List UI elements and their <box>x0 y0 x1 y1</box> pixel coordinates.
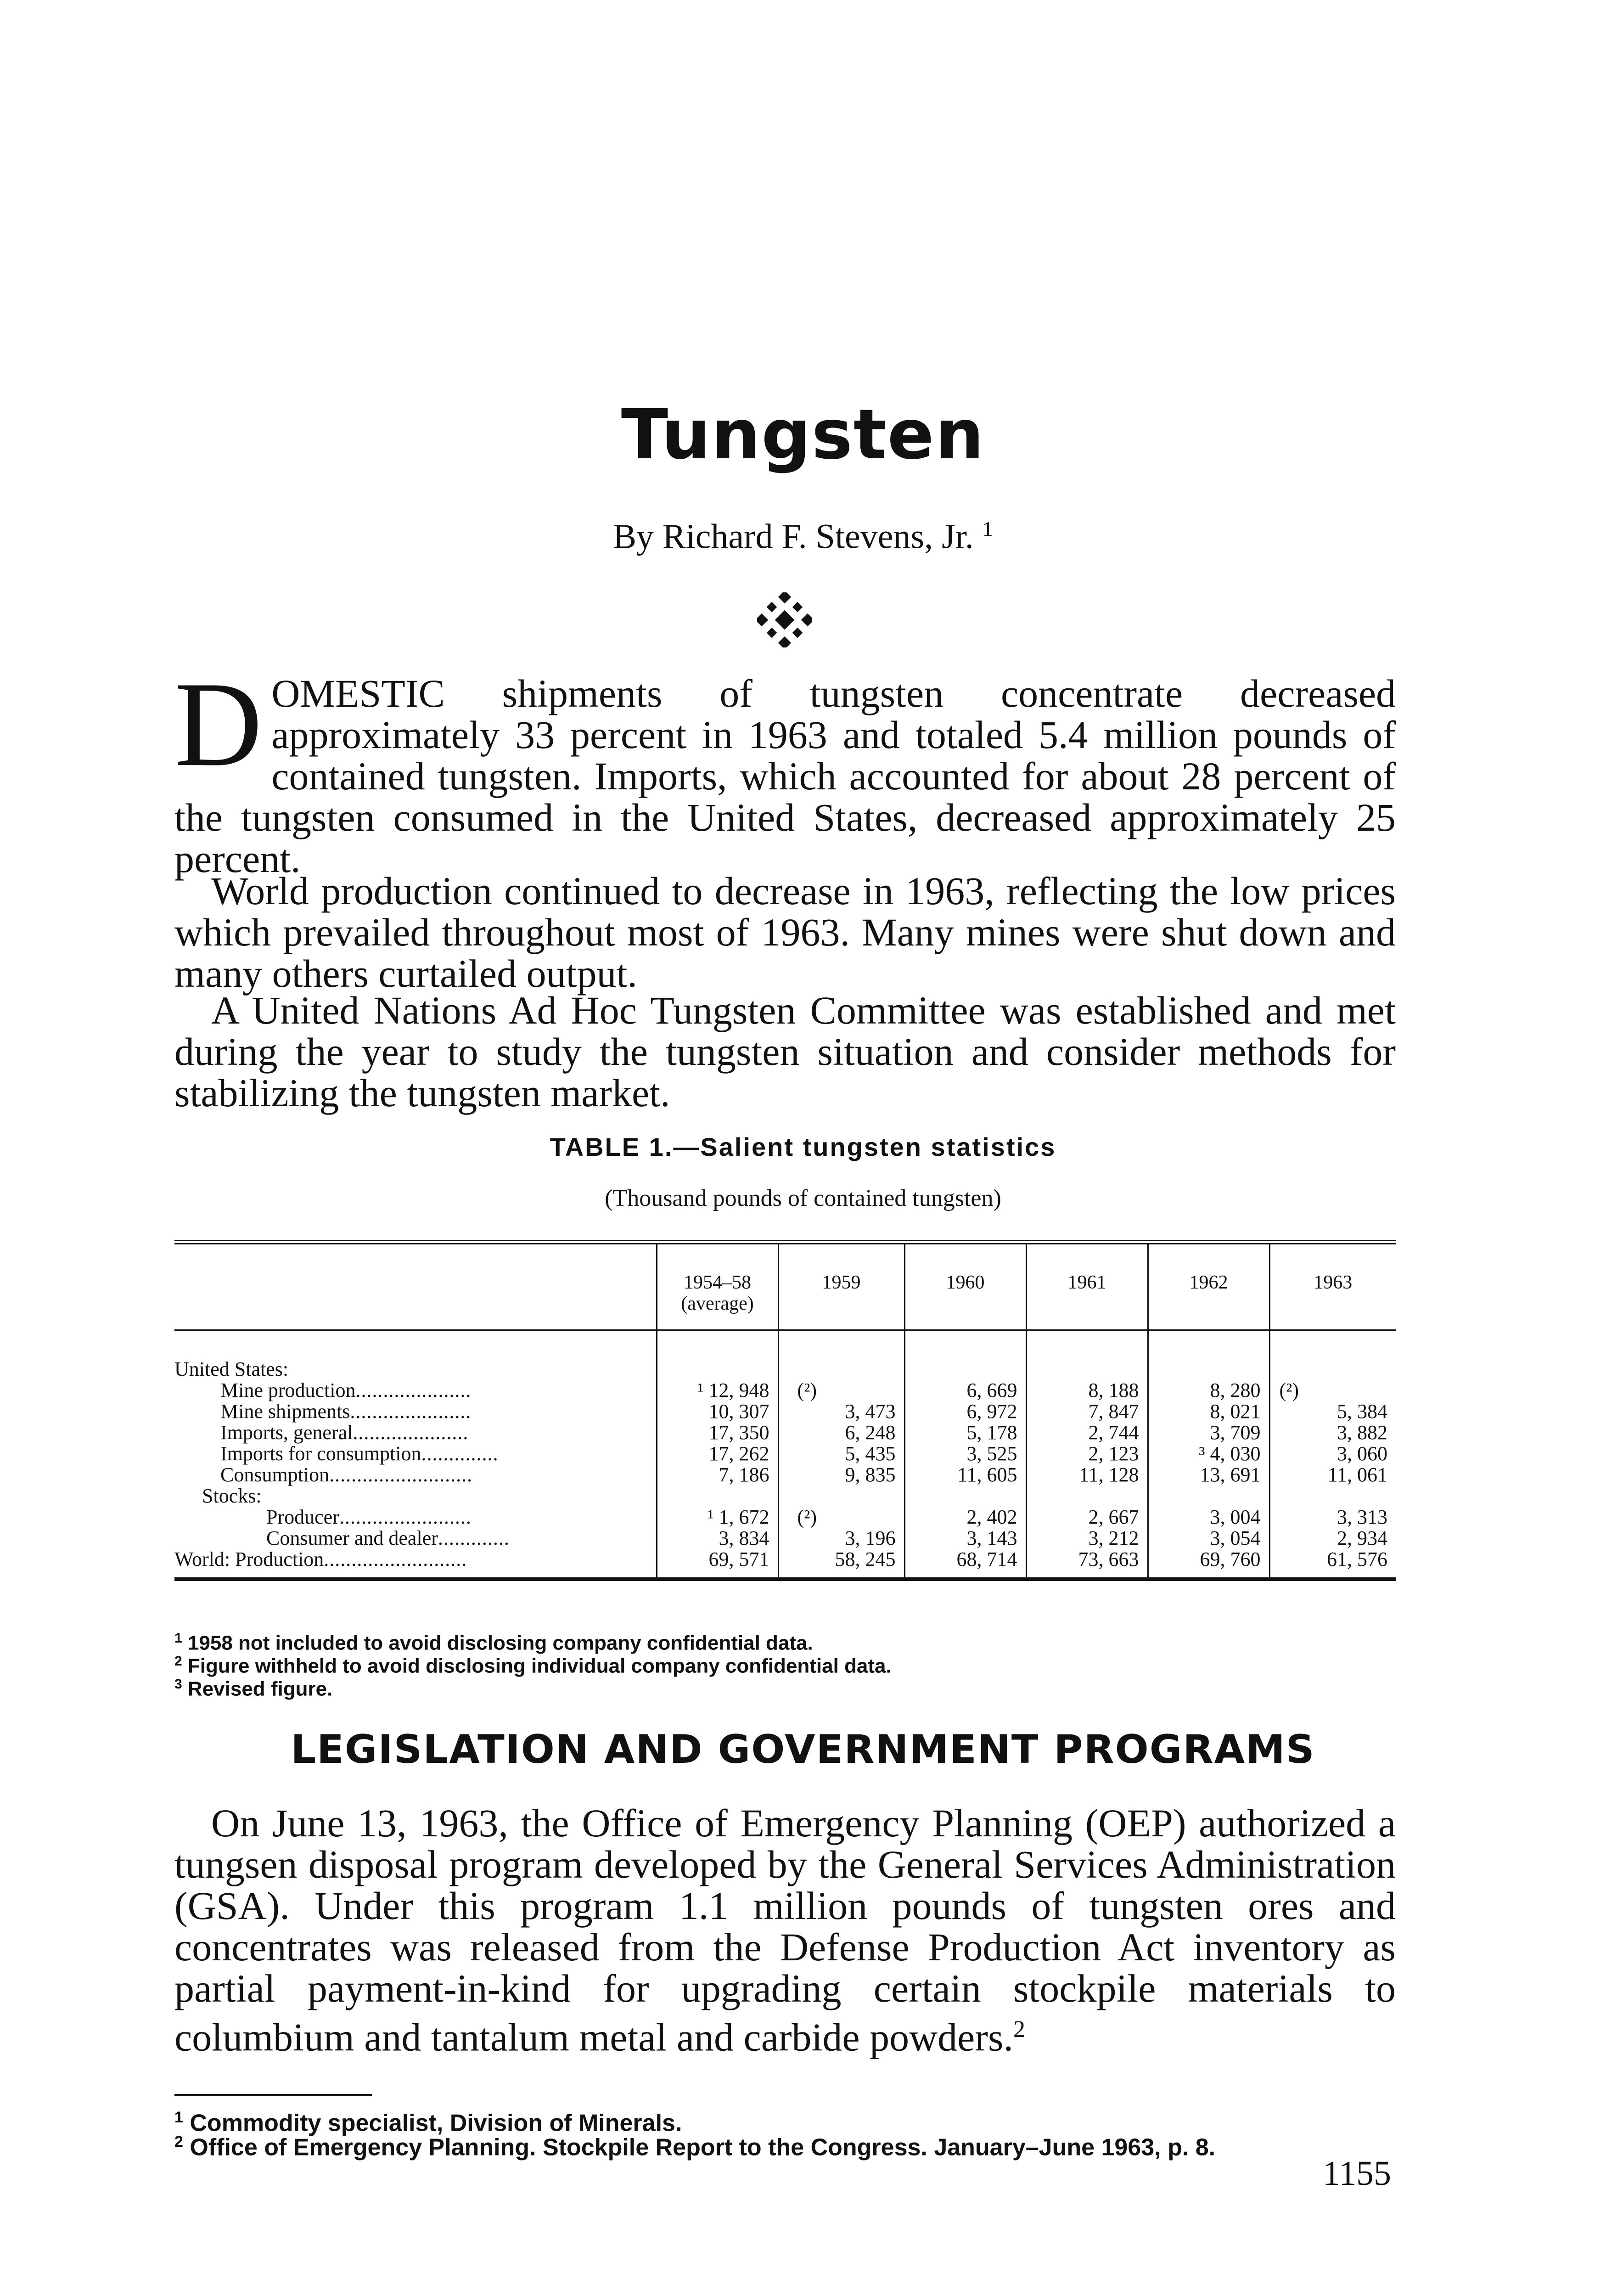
table-cell: 2, 123 <box>1026 1443 1148 1464</box>
table-cell: (²) <box>1279 1379 1299 1401</box>
table-cell: 7, 186 <box>657 1464 778 1486</box>
intro-paragraph-1 <box>174 657 1396 881</box>
table-cell: 17, 262 <box>657 1443 778 1464</box>
table-cell: 3, 004 <box>1210 1506 1261 1528</box>
table-footnote <box>174 1674 1396 1700</box>
row-label: Imports for consumption <box>220 1442 421 1465</box>
table-footnote-text: 1958 not included to avoid disclosing company confidential data. <box>187 1632 813 1654</box>
row-label: Mine production <box>220 1379 356 1401</box>
table-cell: 11, 128 <box>1026 1464 1148 1486</box>
table-cell: 58, 245 <box>778 1549 904 1579</box>
intro-paragraph-1-text: OMESTIC shipments of tungsten concentrate decreased approximately 33 percent in 1963 and totaled 5.4 million pounds of contained tungsten. Imports, which accounted for about 28 percent of the tungsten consumed in the United States, decreased approximately 25 percent. <box>174 671 1396 881</box>
table-footnote-mark: 3 <box>174 1677 182 1692</box>
author: By Richard F. Stevens, Jr. <box>613 517 974 556</box>
table-cell: 3, 709 <box>1148 1422 1269 1443</box>
table-cell: 8, 021 <box>1148 1401 1269 1422</box>
table-cell: ¹ 1, 672 <box>708 1506 769 1528</box>
page-footnote <box>174 2130 1396 2159</box>
table-header-cell: 1954–58 (average) <box>657 1242 778 1330</box>
table-cell: 11, 061 <box>1269 1464 1396 1486</box>
table-cell: 6, 669 <box>966 1379 1017 1401</box>
table-cell: 3, 196 <box>778 1528 904 1549</box>
page-number: 1155 <box>1322 2154 1391 2193</box>
drop-cap: D <box>174 657 263 792</box>
table-cell: 5, 384 <box>1269 1401 1396 1422</box>
footnote-divider <box>174 2094 372 2096</box>
table-footnote-mark: 2 <box>174 1654 182 1669</box>
table-cell: 6, 972 <box>904 1401 1026 1422</box>
table-cell: ¹ 12, 948 <box>697 1379 769 1401</box>
table-cell: 3, 313 <box>1337 1506 1387 1528</box>
table-cell: 2, 934 <box>1269 1528 1396 1549</box>
table-row: Consumption.......................... 7, 186 9, 835 11, 605 11, 128 13, 691 11, 061 <box>174 1464 1396 1486</box>
table-row: Imports for consumption.............. 17, 262 5, 435 3, 525 2, 123 ³ 4, 030 3, 060 <box>174 1443 1396 1464</box>
row-label: Producer <box>266 1506 339 1528</box>
table-cell: 2, 744 <box>1026 1422 1148 1443</box>
table-footnote-mark: 1 <box>174 1631 182 1646</box>
section-paragraph-text: On June 13, 1963, the Office of Emergency Planning (OEP) authorized a tungsen disposal program developed by the General Services Administration (GSA). Under this program 1.1 million pounds of tungsten ores and concentrates was released from the Defense Production Act inventory as partial payment-in-kind for upgrading certain stockpile materials to columbium and tantalum metal and carbide powders. <box>174 1801 1396 2060</box>
table-cell: 3, 525 <box>904 1443 1026 1464</box>
table-cell: 5, 178 <box>904 1422 1026 1443</box>
table-cell: 2, 667 <box>1088 1506 1139 1528</box>
table-header-cell: 1963 <box>1269 1242 1396 1330</box>
salient-statistics-table <box>174 1240 1396 1581</box>
table-row: Consumer and dealer............. 3, 834 3, 196 3, 143 3, 212 3, 054 2, 934 <box>174 1528 1396 1549</box>
table-footnote-text: Revised figure. <box>187 1677 333 1700</box>
row-group-label: Stocks: <box>202 1485 262 1507</box>
table-footnote <box>174 1628 1396 1654</box>
table-header-cell: 1959 <box>778 1242 904 1330</box>
table-subcaption: (Thousand pounds of contained tungsten) <box>605 1185 1001 1211</box>
table-header-cell: 1961 <box>1026 1242 1148 1330</box>
page-footnote-text: Commodity specialist, Division of Minerals. <box>190 2110 682 2137</box>
table-cell: 5, 435 <box>778 1443 904 1464</box>
table-header-cell: 1962 <box>1148 1242 1269 1330</box>
table-cell: 3, 143 <box>904 1528 1026 1549</box>
table-cell: 13, 691 <box>1148 1464 1269 1486</box>
table-footnote <box>174 1651 1396 1677</box>
intro-paragraph-3: A United Nations Ad Hoc Tungsten Committee was established and met during the year to study the tungsten situation and consider methods for stabilizing the tungsten market. <box>174 988 1396 1115</box>
table-cell: 2, 402 <box>966 1506 1017 1528</box>
section-footnote-ref: 2 <box>1013 2016 1025 2043</box>
table-header-blank <box>174 1242 657 1330</box>
author-footnote-ref: 1 <box>982 517 993 540</box>
table-cell: 8, 280 <box>1210 1379 1261 1401</box>
table-cell: 8, 188 <box>1088 1379 1139 1401</box>
table-cell: 10, 307 <box>657 1401 778 1422</box>
table-cell: 6, 248 <box>778 1422 904 1443</box>
table-cell: 73, 663 <box>1026 1549 1148 1579</box>
table-cell: 3, 060 <box>1269 1443 1396 1464</box>
ornament-icon <box>757 592 812 647</box>
row-label: Mine shipments <box>220 1400 350 1423</box>
table-footnote-text: Figure withheld to avoid disclosing individual company confidential data. <box>187 1654 892 1677</box>
row-label: Imports, general <box>220 1421 353 1444</box>
table-cell: 7, 847 <box>1026 1401 1148 1422</box>
table-cell: (²) <box>797 1506 817 1528</box>
table-row: Mine shipments...................... 10, 307 3, 473 6, 972 7, 847 8, 021 5, 384 <box>174 1401 1396 1422</box>
row-label: Consumption <box>220 1463 330 1486</box>
table-header-row <box>174 1242 1396 1330</box>
table-row: World: Production.......................... 69, 571 58, 245 68, 714 73, 663 69, 760 61, 576 <box>174 1549 1396 1579</box>
table-cell: 68, 714 <box>904 1549 1026 1579</box>
row-label: Consumer and dealer <box>266 1527 438 1549</box>
table-cell: 9, 835 <box>778 1464 904 1486</box>
page-footnote-mark: 2 <box>174 2133 183 2150</box>
intro-paragraph-2: World production continued to decrease in 1963, reflecting the low prices which prevailed throughout most of 1963. Many mines were shut down and many others curtailed output. <box>174 869 1396 996</box>
table-header-cell: 1960 <box>904 1242 1026 1330</box>
row-group-label: United States: <box>174 1358 289 1380</box>
article-title: Tungsten <box>621 395 985 475</box>
table-row: Imports, general..................... 17, 350 6, 248 5, 178 2, 744 3, 709 3, 882 <box>174 1422 1396 1443</box>
page-footnote-text: Office of Emergency Planning. Stockpile Report to the Congress. January–June 1963, p. 8. <box>190 2134 1216 2161</box>
table-cell: 3, 882 <box>1269 1422 1396 1443</box>
page-footnote-mark: 1 <box>174 2109 183 2126</box>
byline <box>0 517 1606 557</box>
table-cell: (²) <box>797 1379 817 1401</box>
table-row: United States: Mine production..................... ¹ 12, 948 (²) 6, 669 8, 188 8, 280 (²) <box>174 1330 1396 1401</box>
table-cell: 11, 605 <box>904 1464 1026 1486</box>
table-cell: 3, 054 <box>1148 1528 1269 1549</box>
table-cell: 17, 350 <box>657 1422 778 1443</box>
section-paragraph <box>174 1802 1396 2058</box>
table-caption: TABLE 1.—Salient tungsten statistics <box>550 1132 1056 1161</box>
table-cell: 3, 834 <box>657 1528 778 1549</box>
row-label: World: Production <box>174 1548 324 1570</box>
section-heading: LEGISLATION AND GOVERNMENT PROGRAMS <box>291 1727 1315 1773</box>
table-cell: 3, 473 <box>778 1401 904 1422</box>
table-cell: ³ 4, 030 <box>1148 1443 1269 1464</box>
table-cell: 69, 571 <box>657 1549 778 1579</box>
table-row: Stocks: Producer........................ ¹ 1, 672 (²) 2, 402 2, 667 3, 004 3, 313 <box>174 1486 1396 1528</box>
table-cell: 3, 212 <box>1026 1528 1148 1549</box>
table-cell: 69, 760 <box>1148 1549 1269 1579</box>
table-cell: 61, 576 <box>1269 1549 1396 1579</box>
